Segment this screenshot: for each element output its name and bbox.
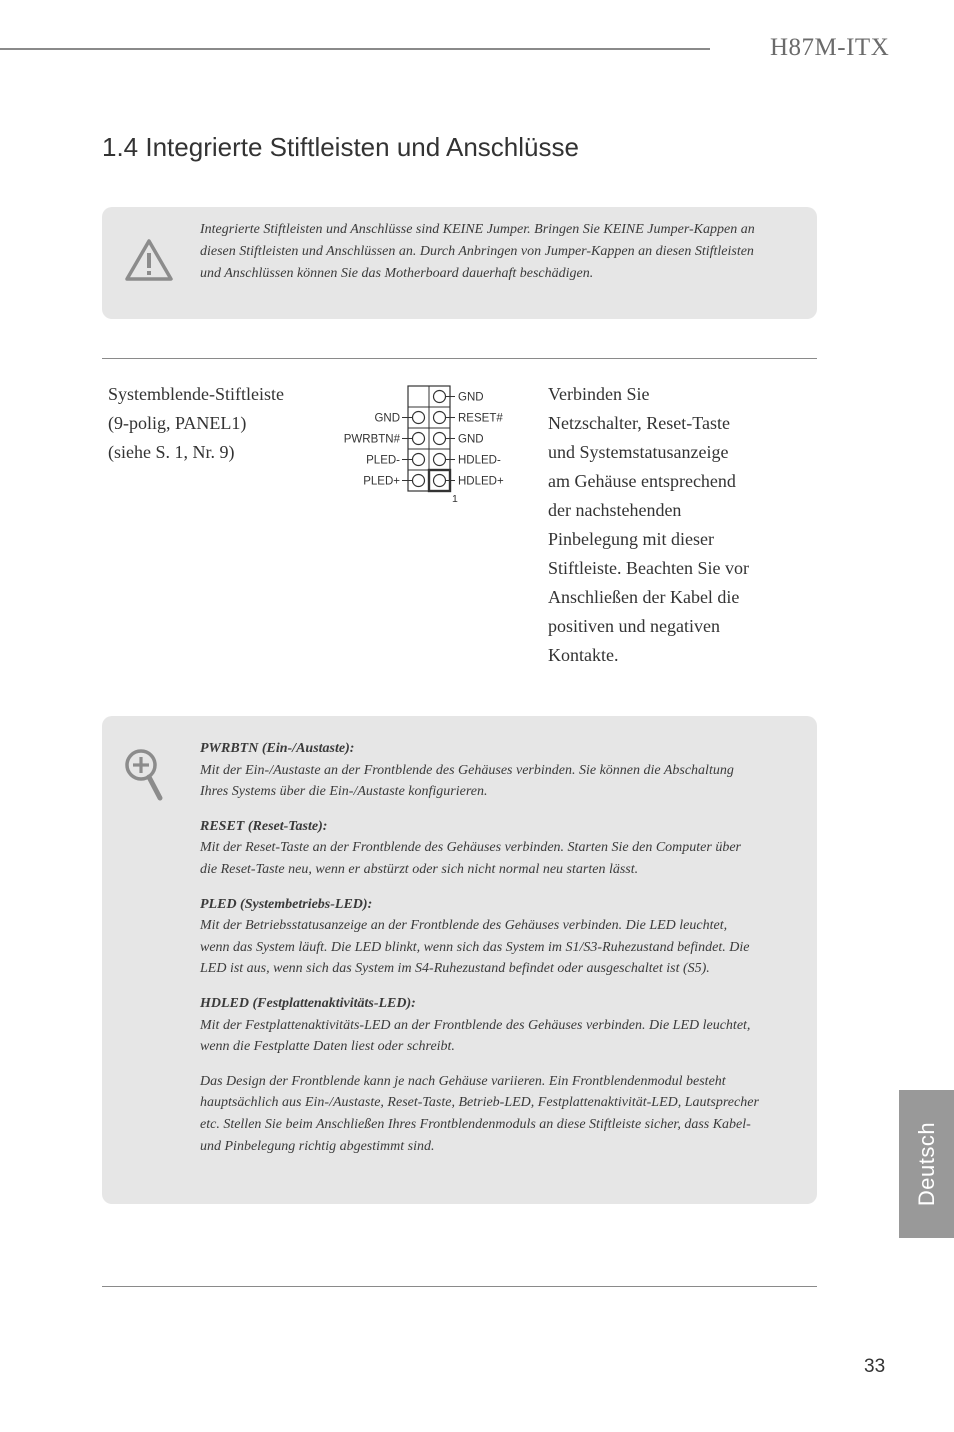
pin (413, 475, 425, 487)
pin-label-left-pled-minus: PLED- (366, 454, 400, 467)
info-item-text: Mit der Festplattenaktivitäts-LED an der Frontblende des Gehäuses verbinden. Die LED leuchtet, wenn die Festplatte Daten liest oder schreibt. (200, 1017, 751, 1055)
pin-label-right-hdled-minus: HDLED- (458, 454, 501, 467)
pin (434, 475, 446, 487)
info-item-text: Mit der Ein-/Austaste an der Frontblende des Gehäuses verbinden. Sie können die Abschaltung Ihres Systems über die Ein-/Austaste konfigurieren. (200, 762, 734, 800)
pin-label-right-hdled-plus: HDLED+ (458, 475, 504, 488)
pin (434, 412, 446, 424)
section-rule-top (102, 358, 817, 359)
info-item-hdled (200, 993, 760, 1058)
info-item-pled (200, 894, 760, 980)
instruction-line: Stiftleiste. Beachten Sie vor (548, 558, 749, 578)
magnifier-icon (124, 748, 166, 802)
pin (434, 454, 446, 466)
info-item-pwrbtn (200, 738, 760, 803)
header-pin-count: (9-polig, PANEL1) (108, 413, 247, 433)
pin-label-right-gnd: GND (458, 433, 484, 446)
info-item-title: HDLED (Festplattenaktivitäts-LED): (200, 995, 416, 1011)
pin-label-left-gnd: GND (374, 412, 400, 425)
panel1-pin-diagram (334, 380, 534, 510)
instruction-line: am Gehäuse entsprechend (548, 471, 736, 491)
info-item-title: RESET (Reset-Taste): (200, 818, 328, 834)
info-item-text: Mit der Betriebsstatusanzeige an der Frontblende des Gehäuses verbinden. Die LED leuchtet, wenn das System läuft. Die LED blinkt, wenn sich das System im S1/S3-Ruhezustand befindet. Die LED ist aus, wenn sich das System im S4-Ruhezustand befindet oder ausgeschaltet ist (S5). (200, 918, 750, 977)
header-reference: (siehe S. 1, Nr. 9) (108, 442, 235, 462)
pin-label-left-pled-plus: PLED+ (363, 475, 400, 488)
pin (413, 412, 425, 424)
section-rule-bottom (102, 1286, 817, 1287)
page-number: 33 (864, 1356, 886, 1377)
info-box (102, 716, 817, 1204)
pin1-label: 1 (452, 493, 458, 505)
pin-label-left-pwrbtn: PWRBTN# (343, 433, 400, 446)
instruction-line: Netzschalter, Reset-Taste (548, 413, 730, 433)
instruction-line: der nachstehenden (548, 500, 682, 520)
pin (434, 433, 446, 445)
model-name: H87M-ITX (770, 34, 890, 61)
pin (413, 454, 425, 466)
info-item-title: PWRBTN (Ein-/Austaste): (200, 741, 355, 756)
info-item-text: Mit der Reset-Taste an der Frontblende des Gehäuses verbinden. Starten Sie den Computer über die Reset-Taste neu, wenn er abstürzt oder sich nicht normal neu starten lässt. (200, 840, 741, 877)
pin (434, 391, 446, 403)
info-closing-note: Das Design der Frontblende kann je nach Gehäuse variieren. Ein Frontblendenmodul besteht hauptsächlich aus Ein-/Austaste, Reset-Taste, Betrieb-LED, Festplattenaktivität-LED, Lautsprecher etc. Stellen Sie beim Anschließen Ihres Frontblendenmoduls an diese Stiftleiste sicher, dass Kabel- und Pinbelegung richtig abgestimmt sind. (200, 1073, 759, 1154)
language-tab (899, 1090, 954, 1238)
warning-box (102, 207, 817, 319)
pin-label-right-gnd-top: GND (458, 391, 484, 404)
warning-text: Integrierte Stiftleisten und Anschlüsse sind KEINE Jumper. Bringen Sie KEINE Jumper-Kappen an diesen Stiftleisten und Anschlüssen an. Durch Anbringen von Jumper-Kappen an diesen Stiftleisten und Anschlüssen können Sie das Motherboard dauerhaft beschädigen. (200, 222, 755, 281)
header-description (108, 380, 338, 467)
instruction-line: Pinbelegung mit dieser (548, 529, 714, 549)
instruction-line: Anschließen der Kabel die (548, 587, 740, 607)
language-tab-label: Deutsch (913, 1121, 939, 1207)
info-content (200, 738, 760, 1170)
instruction-line: positiven und negativen (548, 616, 720, 636)
info-item-title: PLED (Systembetriebs-LED): (200, 896, 373, 912)
header-name: Systemblende-Stiftleiste (108, 384, 284, 404)
pin (413, 433, 425, 445)
instruction-line: Kontakte. (548, 645, 619, 665)
header-rule (0, 48, 710, 50)
warning-triangle-icon (124, 237, 174, 283)
pin-label-right-reset: RESET# (458, 412, 503, 425)
instruction-line: und Systemstatusanzeige (548, 442, 729, 462)
instruction-line: Verbinden Sie (548, 384, 650, 404)
section-title: 1.4 Integrierte Stiftleisten und Anschlüsse (102, 132, 579, 162)
connection-instructions (548, 380, 768, 670)
info-item-reset (200, 816, 760, 881)
